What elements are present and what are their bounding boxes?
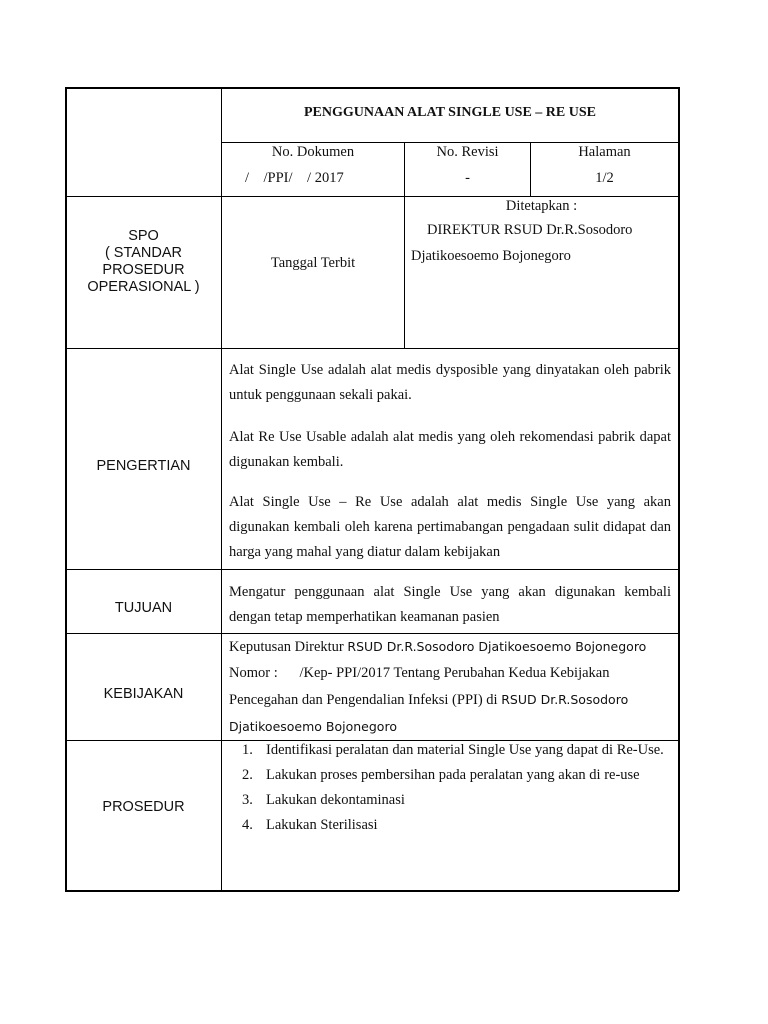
spo-label-line2: ( STANDAR — [104, 245, 183, 261]
row-divider-1 — [65, 196, 679, 197]
table-border-bottom — [65, 890, 679, 892]
kebijakan-line3-rsud: RSUD Dr.R.Sosodoro — [501, 692, 629, 707]
prosedur-label: PROSEDUR — [102, 799, 185, 815]
no-revisi-value: - — [465, 170, 470, 186]
kebijakan-line2: Nomor : /Kep- PPI/2017 Tentang Perubahan Kedua Kebijakan — [229, 665, 610, 681]
pengertian-paragraph-3: Alat Single Use – Re Use adalah alat medis Single Use yang akan digunakan kembali oleh karena pertimabangan pengadaan sulit didapat dan harga yang mahal yang diatur dalam kebijakan — [229, 494, 671, 560]
prosedur-item — [222, 813, 674, 838]
kebijakan-label: KEBIJAKAN — [103, 686, 184, 702]
tujuan-text: Mengatur penggunaan alat Single Use yang akan digunakan kembali dengan tetap memperhatikan keamanan pasien — [229, 584, 671, 625]
prosedur-item-text: Identifikasi peralatan dan material Single Use yang dapat di Re-Use. — [266, 742, 664, 758]
no-revisi-label: No. Revisi — [436, 144, 499, 160]
document-title: PENGGUNAAN ALAT SINGLE USE – RE USE — [304, 105, 596, 120]
kebijakan-line3 — [229, 687, 674, 713]
prosedur-item — [222, 763, 674, 788]
table-border-right — [678, 87, 680, 891]
prosedur-item-num: 4. — [242, 817, 253, 833]
direktur-line1: DIREKTUR RSUD Dr.R.Sosodoro — [427, 222, 633, 238]
halaman-value: 1/2 — [595, 170, 614, 186]
header-divider — [221, 142, 679, 143]
spo-label-line1: SPO — [128, 228, 159, 244]
tujuan-label: TUJUAN — [114, 600, 173, 616]
halaman-label: Halaman — [578, 144, 631, 160]
direktur-line2: Djatikoesoemo Bojonegoro — [411, 248, 571, 264]
kebijakan-line1 — [229, 634, 674, 660]
ditetapkan-label: Ditetapkan : — [505, 198, 578, 214]
prosedur-list — [222, 738, 674, 838]
pengertian-label: PENGERTIAN — [96, 458, 191, 474]
prosedur-item-num: 2. — [242, 767, 253, 783]
prosedur-item-text: Lakukan Sterilisasi — [266, 817, 378, 833]
prosedur-item — [222, 738, 674, 763]
table-border-left — [65, 87, 67, 891]
prosedur-item-num: 3. — [242, 792, 253, 808]
prosedur-item-text: Lakukan dekontaminasi — [266, 792, 405, 808]
row-divider-2 — [65, 348, 679, 349]
spo-label-line4: OPERASIONAL ) — [87, 279, 200, 295]
no-dokumen-label: No. Dokumen — [271, 144, 355, 160]
prosedur-item-text: Lakukan proses pembersihan pada peralatan yang akan di re-use — [266, 767, 640, 783]
kebijakan-text — [229, 634, 674, 739]
prosedur-item-num: 1. — [242, 742, 253, 758]
spo-label-line3: PROSEDUR — [102, 262, 185, 278]
kebijakan-line1-rsud: RSUD Dr.R.Sosodoro Djatikoesoemo Bojonegoro — [347, 639, 647, 654]
kebijakan-line3-a: Pencegahan dan Pengendalian Infeksi (PPI) di — [229, 692, 502, 708]
no-dokumen-value: / /PPI/ / 2017 — [245, 170, 344, 186]
prosedur-item — [222, 788, 674, 813]
pengertian-paragraph-2: Alat Re Use Usable adalah alat medis yang oleh rekomendasi pabrik dapat digunakan kembali. — [229, 429, 671, 470]
kebijakan-line1-a: Keputusan Direktur — [229, 639, 348, 655]
spo-label — [66, 228, 221, 296]
tanggal-terbit-label: Tanggal Terbit — [270, 255, 356, 271]
pengertian-paragraph-1: Alat Single Use adalah alat medis dysposible yang dinyatakan oleh pabrik untuk penggunaan sekali pakai. — [229, 362, 671, 403]
kebijakan-line4: Djatikoesoemo Bojonegoro — [229, 719, 397, 734]
table-border-top — [65, 87, 679, 89]
row-divider-3 — [65, 569, 679, 570]
